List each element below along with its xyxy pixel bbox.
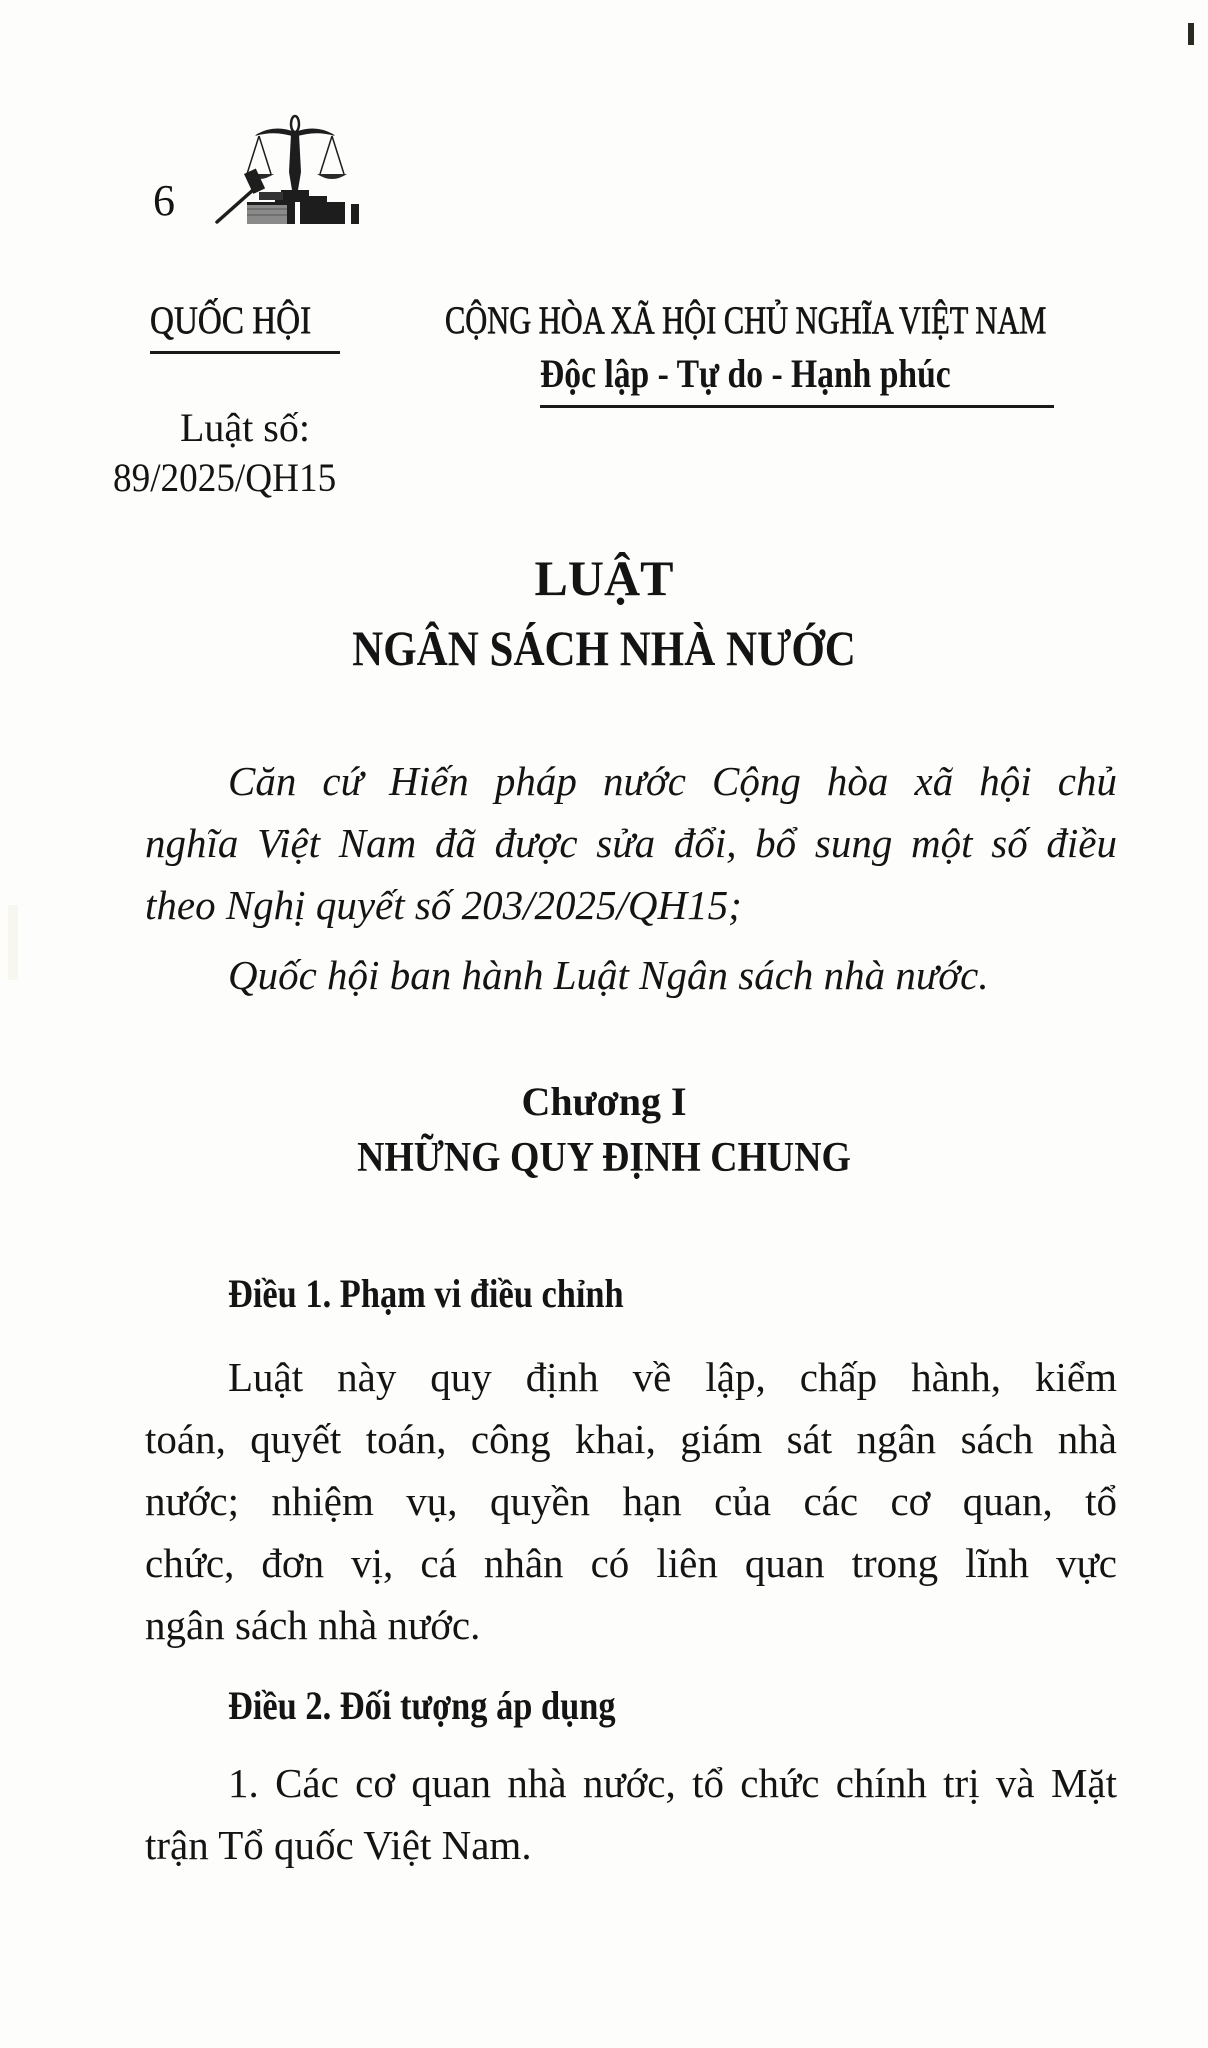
preamble-line: nghĩa Việt Nam đã được sửa đổi, bổ sung một số điều <box>145 820 1117 866</box>
law-number: 89/2025/QH15 <box>113 455 337 500</box>
law-type-title: LUẬT <box>534 550 674 606</box>
preamble-line: Quốc hội ban hành Luật Ngân sách nhà nước. <box>228 952 989 998</box>
national-motto: Độc lập - Tự do - Hạnh phúc <box>540 351 951 396</box>
article-2-line: 1. Các cơ quan nhà nước, tổ chức chính trị và Mặt <box>228 1760 1117 1806</box>
article-2-heading: Điều 2. Đối tượng áp dụng <box>228 1683 616 1728</box>
article-2-line: trận Tổ quốc Việt Nam. <box>145 1822 532 1868</box>
article-1-line: toán, quyết toán, công khai, giám sát ngân sách nhà <box>145 1416 1117 1462</box>
motto-underline <box>540 405 1054 408</box>
preamble-line: Căn cứ Hiến pháp nước Cộng hòa xã hội chủ <box>228 758 1117 804</box>
scan-artifact-mark <box>1188 23 1194 45</box>
issuer-underline <box>150 351 340 354</box>
article-1-line: ngân sách nhà nước. <box>145 1602 481 1648</box>
national-title: CỘNG HÒA XÃ HỘI CHỦ NGHĨA VIỆT NAM <box>445 299 1047 342</box>
issuer-label: QUỐC HỘI <box>150 299 312 342</box>
article-1-line: Luật này quy định về lập, chấp hành, kiểm <box>228 1354 1117 1400</box>
article-1-line: nước; nhiệm vụ, quyền hạn của các cơ quan, tổ <box>145 1478 1117 1524</box>
article-1-heading: Điều 1. Phạm vi điều chỉnh <box>228 1271 624 1316</box>
scan-edge-artifact <box>8 905 18 980</box>
chapter-number: Chương I <box>521 1079 687 1124</box>
law-name-title: NGÂN SÁCH NHÀ NƯỚC <box>352 620 856 676</box>
chapter-title: NHỮNG QUY ĐỊNH CHUNG <box>357 1135 851 1181</box>
law-number-label: Luật số: <box>180 405 310 450</box>
article-1-line: chức, đơn vị, cá nhân có liên quan trong lĩnh vực <box>145 1540 1117 1586</box>
preamble-line: theo Nghị quyết số 203/2025/QH15; <box>145 882 742 928</box>
scales-of-justice-gavel-icon <box>215 112 380 227</box>
page-number: 6 <box>153 176 175 225</box>
